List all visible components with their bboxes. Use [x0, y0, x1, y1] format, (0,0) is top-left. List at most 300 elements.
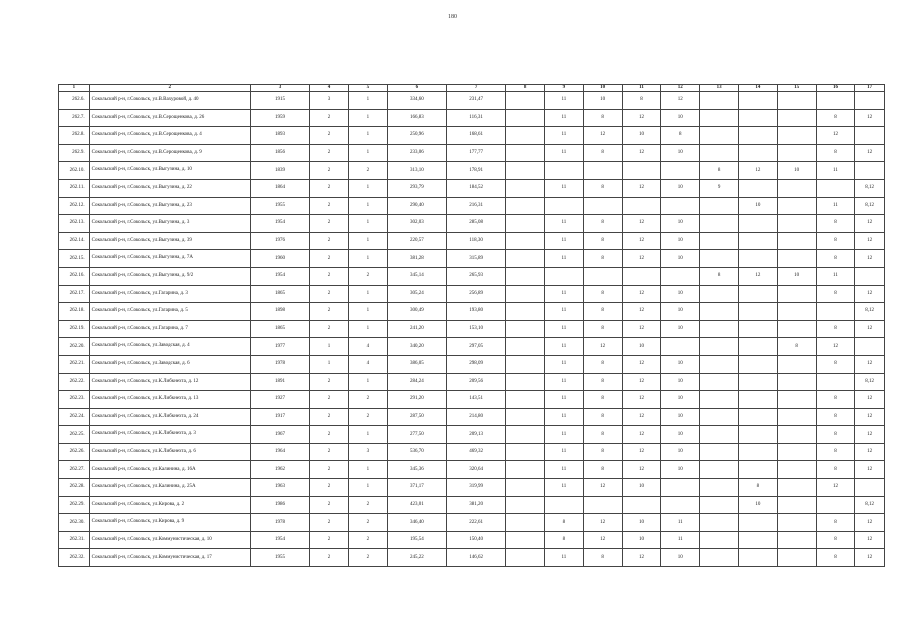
table-cell: 381,20	[446, 496, 505, 514]
table-cell: 10	[622, 479, 661, 497]
address-cell: Сокольский р-н, г.Сокольск, ул.Выгузина, д. 9/2	[89, 267, 250, 285]
table-cell	[506, 531, 545, 549]
table-cell	[700, 215, 739, 233]
table-cell	[777, 320, 816, 338]
table-cell: 2	[310, 285, 349, 303]
table-cell: 146,62	[446, 549, 505, 567]
address-cell: Сокольский р-н, г.Сокольск, ул.Выгузина, д. 7А	[89, 250, 250, 268]
address-cell: Сокольский р-н, г.Сокольск, ул.Гагарина, д. 5	[89, 303, 250, 321]
address-cell: Сокольский р-н, г.Сокольск, ул.Выгузина, д. 23	[89, 197, 250, 215]
table-cell: 2	[310, 267, 349, 285]
table-cell: 10	[777, 162, 816, 180]
table-cell: 12	[622, 250, 661, 268]
table-cell: 10	[661, 426, 700, 444]
table-cell: 2	[348, 514, 387, 532]
address-cell: Сокольский р-н, г.Сокольск, ул.Калинина, д. 16А	[89, 461, 250, 479]
table-cell	[738, 408, 777, 426]
table-cell: 1	[348, 461, 387, 479]
column-header-8: 8	[506, 85, 545, 92]
table-cell: 214,80	[446, 408, 505, 426]
table-cell: 10	[661, 303, 700, 321]
table-cell	[506, 109, 545, 127]
table-cell	[544, 162, 583, 180]
table-cell: 1917	[250, 408, 309, 426]
table-cell: 11	[544, 250, 583, 268]
table-cell: 10	[661, 549, 700, 567]
table-cell	[777, 92, 816, 110]
table-cell	[506, 179, 545, 197]
table-cell: 11	[544, 549, 583, 567]
table-cell	[738, 355, 777, 373]
table-cell	[738, 179, 777, 197]
table-cell	[777, 496, 816, 514]
address-cell: Сокольский р-н, г.Сокольск, ул.К.Либкнехта, д. 6	[89, 443, 250, 461]
row-number-cell: 262.23.	[59, 391, 90, 409]
table-row	[59, 232, 885, 250]
table-cell: 8	[816, 461, 855, 479]
table-cell	[506, 514, 545, 532]
table-cell	[622, 267, 661, 285]
row-number-cell: 262.29.	[59, 496, 90, 514]
table-cell: 8	[583, 549, 622, 567]
table-cell	[700, 426, 739, 444]
table-cell: 4	[348, 338, 387, 356]
table-cell: 8	[583, 144, 622, 162]
table-cell: 10	[583, 92, 622, 110]
table-cell	[506, 426, 545, 444]
column-header-17: 17	[855, 85, 885, 92]
table-cell: 1962	[250, 461, 309, 479]
table-cell: 12	[738, 162, 777, 180]
table-cell: 12	[816, 127, 855, 145]
table-cell	[506, 373, 545, 391]
table-cell: 10	[661, 355, 700, 373]
table-cell: 2	[310, 179, 349, 197]
table-cell: 8	[544, 531, 583, 549]
table-cell: 12	[855, 285, 885, 303]
table-cell	[816, 92, 855, 110]
table-cell	[544, 197, 583, 215]
table-cell: 2	[310, 127, 349, 145]
table-cell: 2	[310, 215, 349, 233]
address-cell: Сокольский р-н, г.Сокольск, ул.К.Либкнехта, д. 13	[89, 391, 250, 409]
table-cell: 8	[816, 514, 855, 532]
table-cell	[506, 232, 545, 250]
table-cell: 11	[544, 303, 583, 321]
table-cell: 1	[348, 303, 387, 321]
table-cell: 1	[348, 144, 387, 162]
table-cell	[583, 197, 622, 215]
column-header-9: 9	[544, 85, 583, 92]
table-cell: 8,12	[855, 197, 885, 215]
table-cell: 12	[622, 144, 661, 162]
row-number-cell: 262.28.	[59, 479, 90, 497]
row-number-cell: 262.31.	[59, 531, 90, 549]
address-cell: Сокольский р-н, г.Сокольск, ул.Гагарина, д. 7	[89, 320, 250, 338]
table-cell: 1	[348, 320, 387, 338]
table-cell: 2	[310, 162, 349, 180]
table-cell	[777, 303, 816, 321]
address-cell: Сокольский р-н, г.Сокольск, ул.В.Серощенкова, д. 26	[89, 109, 250, 127]
table-cell: 10	[661, 320, 700, 338]
table-cell	[700, 514, 739, 532]
address-cell: Сокольский р-н, г.Сокольск, ул.К.Либкнехта, д. 12	[89, 373, 250, 391]
table-cell: 2	[348, 549, 387, 567]
column-header-1: 1	[59, 85, 90, 92]
table-row	[59, 355, 885, 373]
table-cell	[506, 479, 545, 497]
table-cell: 8	[816, 144, 855, 162]
table-cell: 8	[583, 373, 622, 391]
address-cell: Сокольский р-н, г.Сокольск, ул.К.Либкнехта, д. 24	[89, 408, 250, 426]
table-cell: 284,24	[387, 373, 446, 391]
table-cell: 1839	[250, 162, 309, 180]
table-cell	[700, 531, 739, 549]
table-cell: 8	[544, 514, 583, 532]
table-cell: 1891	[250, 373, 309, 391]
table-cell: 277,50	[387, 426, 446, 444]
table-cell: 8	[738, 479, 777, 497]
table-cell: 1	[348, 479, 387, 497]
address-cell: Сокольский р-н, г.Сокольск, ул.Выгузина, д. 3	[89, 215, 250, 233]
table-cell: 11	[544, 320, 583, 338]
table-cell	[816, 373, 855, 391]
row-number-cell: 262.13.	[59, 215, 90, 233]
row-number-cell: 262.16.	[59, 267, 90, 285]
table-cell: 12	[661, 92, 700, 110]
table-cell	[700, 549, 739, 567]
table-row	[59, 443, 885, 461]
table-cell	[622, 162, 661, 180]
table-cell: 10	[738, 496, 777, 514]
table-cell	[661, 267, 700, 285]
table-cell: 8,12	[855, 496, 885, 514]
table-cell	[700, 391, 739, 409]
address-cell: Сокольский р-н, г.Сокольск, ул.Заводская, д. 6	[89, 355, 250, 373]
table-cell: 11	[544, 355, 583, 373]
address-cell: Сокольский р-н, г.Сокольск, ул.Заводская, д. 4	[89, 338, 250, 356]
table-row	[59, 531, 885, 549]
table-cell: 8,12	[855, 373, 885, 391]
table-cell	[506, 215, 545, 233]
row-number-cell: 262.24.	[59, 408, 90, 426]
table-cell	[661, 197, 700, 215]
table-cell	[777, 461, 816, 479]
table-cell	[738, 373, 777, 391]
table-header-row	[59, 85, 885, 92]
table-cell: 1898	[250, 303, 309, 321]
table-cell: 1	[348, 179, 387, 197]
table-cell: 118,30	[446, 232, 505, 250]
table-cell: 315,89	[446, 250, 505, 268]
table-cell: 1963	[250, 479, 309, 497]
table-cell: 3	[348, 443, 387, 461]
column-header-11: 11	[622, 85, 661, 92]
table-cell: 8	[816, 285, 855, 303]
table-row	[59, 303, 885, 321]
table-cell	[583, 162, 622, 180]
table-cell: 8	[583, 355, 622, 373]
table-row	[59, 215, 885, 233]
table-cell: 1978	[250, 355, 309, 373]
table-cell	[622, 197, 661, 215]
table-cell: 10	[661, 285, 700, 303]
table-cell: 11	[816, 162, 855, 180]
table-cell: 10	[622, 531, 661, 549]
table-cell: 12	[855, 531, 885, 549]
address-cell: Сокольский р-н, г.Сокольск, ул.Выгузина, д. 10	[89, 162, 250, 180]
table-cell: 2	[310, 549, 349, 567]
table-cell: 12	[622, 391, 661, 409]
column-header-2: 2	[89, 85, 250, 92]
table-cell	[777, 426, 816, 444]
table-cell	[583, 267, 622, 285]
table-cell: 1865	[250, 320, 309, 338]
table-cell: 1955	[250, 549, 309, 567]
table-cell	[777, 285, 816, 303]
column-header-12: 12	[661, 85, 700, 92]
table-cell	[855, 267, 885, 285]
table-cell: 12	[583, 479, 622, 497]
table-cell	[583, 496, 622, 514]
table-cell: 8,12	[855, 303, 885, 321]
table-cell	[506, 127, 545, 145]
table-cell: 11	[544, 443, 583, 461]
table-cell: 290,40	[387, 197, 446, 215]
table-cell: 1978	[250, 514, 309, 532]
row-number-cell: 262.17.	[59, 285, 90, 303]
table-cell: 8	[777, 338, 816, 356]
address-cell: Сокольский р-н, г.Сокольск, ул.Коммунистическая, д. 17	[89, 549, 250, 567]
table-cell: 8	[700, 267, 739, 285]
table-cell: 1865	[250, 285, 309, 303]
table-cell: 10	[661, 179, 700, 197]
table-row	[59, 338, 885, 356]
table-cell	[738, 285, 777, 303]
table-cell: 12	[622, 549, 661, 567]
table-cell: 371,17	[387, 479, 446, 497]
table-cell: 10	[661, 373, 700, 391]
address-cell: Сокольский р-н, г.Сокольск, ул.Гагарина, д. 3	[89, 285, 250, 303]
table-cell: 265,93	[446, 267, 505, 285]
table-cell	[700, 479, 739, 497]
table-cell	[777, 514, 816, 532]
table-cell: 10	[661, 215, 700, 233]
table-cell: 8	[583, 320, 622, 338]
table-cell: 2	[310, 426, 349, 444]
table-cell: 1856	[250, 144, 309, 162]
table-cell	[506, 303, 545, 321]
table-cell	[738, 232, 777, 250]
table-cell: 231,47	[446, 92, 505, 110]
table-cell	[506, 285, 545, 303]
row-number-cell: 262.27.	[59, 461, 90, 479]
table-cell: 12	[622, 285, 661, 303]
table-cell: 2	[310, 144, 349, 162]
table-cell: 1915	[250, 92, 309, 110]
row-number-cell: 262.21.	[59, 355, 90, 373]
table-cell	[506, 355, 545, 373]
table-cell: 12	[855, 250, 885, 268]
table-cell: 8	[816, 109, 855, 127]
table-row	[59, 479, 885, 497]
table-cell: 12	[622, 303, 661, 321]
table-cell: 320,64	[446, 461, 505, 479]
table-cell: 1	[348, 285, 387, 303]
table-cell: 2	[310, 232, 349, 250]
table-cell: 2	[310, 109, 349, 127]
table-cell: 222,61	[446, 514, 505, 532]
table-cell: 195,54	[387, 531, 446, 549]
table-cell: 12	[622, 355, 661, 373]
table-cell: 12	[622, 232, 661, 250]
table-cell: 8	[583, 250, 622, 268]
table-cell	[700, 285, 739, 303]
table-cell: 381,28	[387, 250, 446, 268]
table-cell: 12	[738, 267, 777, 285]
table-cell: 8	[583, 461, 622, 479]
table-cell: 8,12	[855, 179, 885, 197]
table-cell: 12	[622, 179, 661, 197]
table-cell: 11	[661, 514, 700, 532]
table-cell: 10	[738, 197, 777, 215]
table-cell: 8	[583, 408, 622, 426]
table-cell: 193,80	[446, 303, 505, 321]
table-cell	[777, 391, 816, 409]
table-cell: 469,32	[446, 443, 505, 461]
table-cell	[777, 531, 816, 549]
table-cell: 1960	[250, 250, 309, 268]
table-cell	[777, 549, 816, 567]
table-cell: 12	[855, 408, 885, 426]
table-cell: 8	[583, 215, 622, 233]
table-cell: 12	[622, 461, 661, 479]
table-cell: 9	[700, 179, 739, 197]
table-cell: 1986	[250, 496, 309, 514]
table-cell: 1	[348, 232, 387, 250]
table-cell: 12	[583, 514, 622, 532]
table-cell	[738, 109, 777, 127]
table-cell: 2	[348, 267, 387, 285]
table-cell	[738, 549, 777, 567]
table-cell	[700, 338, 739, 356]
table-row	[59, 391, 885, 409]
table-cell: 10	[661, 250, 700, 268]
table-cell: 12	[855, 461, 885, 479]
table-cell: 12	[855, 320, 885, 338]
table-cell	[661, 496, 700, 514]
table-cell: 300,49	[387, 303, 446, 321]
table-cell: 1	[348, 250, 387, 268]
table-cell: 8	[583, 426, 622, 444]
row-number-cell: 262.20.	[59, 338, 90, 356]
table-cell: 2	[348, 408, 387, 426]
table-cell: 1	[348, 426, 387, 444]
table-row	[59, 144, 885, 162]
table-cell	[506, 461, 545, 479]
table-row	[59, 109, 885, 127]
table-cell	[622, 496, 661, 514]
table-cell: 1	[310, 355, 349, 373]
table-cell: 1977	[250, 338, 309, 356]
table-cell: 166,83	[387, 109, 446, 127]
table-cell: 12	[622, 109, 661, 127]
table-row	[59, 549, 885, 567]
table-cell: 285,08	[446, 215, 505, 233]
table-cell: 2	[310, 250, 349, 268]
table-cell: 1	[348, 92, 387, 110]
table-cell	[777, 408, 816, 426]
table-cell	[506, 496, 545, 514]
column-header-13: 13	[700, 85, 739, 92]
table-cell: 1	[348, 109, 387, 127]
table-cell	[506, 267, 545, 285]
table-cell: 8	[816, 320, 855, 338]
table-cell	[661, 162, 700, 180]
table-cell: 168,61	[446, 127, 505, 145]
table-cell	[738, 92, 777, 110]
row-number-cell: 262.15.	[59, 250, 90, 268]
table-cell	[777, 144, 816, 162]
table-cell: 2	[310, 531, 349, 549]
table-cell: 1959	[250, 109, 309, 127]
table-cell	[738, 531, 777, 549]
table-cell: 8	[583, 391, 622, 409]
table-cell: 10	[661, 144, 700, 162]
table-cell: 8	[583, 179, 622, 197]
table-row	[59, 197, 885, 215]
table-cell: 1	[348, 373, 387, 391]
table-cell: 11	[544, 373, 583, 391]
table-cell: 10	[661, 391, 700, 409]
address-cell: Сокольский р-н, г.Сокольск, ул.Калинина, д. 25А	[89, 479, 250, 497]
table-cell: 340,20	[387, 338, 446, 356]
table-cell: 11	[544, 426, 583, 444]
table-cell	[506, 92, 545, 110]
table-row	[59, 92, 885, 110]
table-cell	[506, 338, 545, 356]
table-cell: 2	[348, 162, 387, 180]
table-cell: 8	[583, 303, 622, 321]
table-cell: 297,05	[446, 338, 505, 356]
table-cell: 536,70	[387, 443, 446, 461]
table-row	[59, 162, 885, 180]
table-cell: 386,05	[387, 355, 446, 373]
table-cell	[855, 338, 885, 356]
table-cell	[777, 479, 816, 497]
table-cell: 334,60	[387, 92, 446, 110]
row-number-cell: 262.9.	[59, 144, 90, 162]
table-cell: 1955	[250, 197, 309, 215]
row-number-cell: 262.14.	[59, 232, 90, 250]
row-number-cell: 262.18.	[59, 303, 90, 321]
table-cell: 10	[661, 109, 700, 127]
row-number-cell: 262.22.	[59, 373, 90, 391]
table-cell: 12	[622, 320, 661, 338]
table-cell	[816, 179, 855, 197]
table-cell	[700, 373, 739, 391]
table-cell	[700, 355, 739, 373]
table-cell: 12	[622, 443, 661, 461]
table-cell: 8	[816, 232, 855, 250]
table-cell	[738, 443, 777, 461]
table-cell	[700, 461, 739, 479]
table-cell: 8	[816, 443, 855, 461]
table-cell	[700, 250, 739, 268]
table-cell: 116,31	[446, 109, 505, 127]
column-header-14: 14	[738, 85, 777, 92]
table-row	[59, 373, 885, 391]
